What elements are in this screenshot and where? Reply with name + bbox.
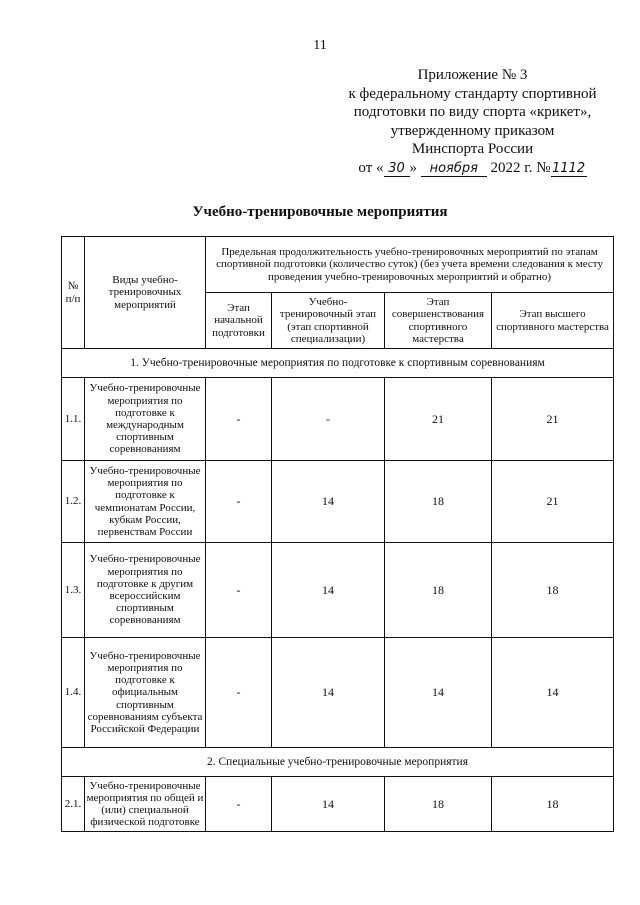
appendix-block: [330, 66, 615, 177]
events-table: [61, 236, 614, 832]
row-num: 2.1.: [62, 777, 85, 832]
section-row: [62, 349, 614, 378]
handwritten-month: ноября: [421, 162, 487, 177]
row-value-stage1: -: [206, 543, 272, 638]
appendix-line: утвержденному приказом: [390, 122, 555, 139]
row-value-stage2: 14: [272, 461, 385, 543]
row-value-stage3: 18: [385, 543, 492, 638]
row-value-stage4: 18: [492, 777, 614, 832]
document-title: Учебно-тренировочные мероприятия: [192, 204, 448, 220]
order-date-line: [330, 159, 615, 178]
page-number: 11: [313, 38, 327, 53]
row-value-stage4: 18: [492, 543, 614, 638]
header-row: [62, 237, 614, 293]
row-value-stage4: 21: [492, 378, 614, 461]
header-stage-initial: Этап начальной подготовки: [206, 293, 272, 349]
row-num: 1.2.: [62, 461, 85, 543]
date-prefix: от «: [358, 159, 384, 176]
row-value-stage3: 18: [385, 777, 492, 832]
table-row: [62, 777, 614, 832]
handwritten-order-number: 1112: [552, 160, 586, 176]
appendix-line: подготовки по виду спорта «крикет»,: [353, 104, 592, 120]
date-mid: »: [409, 159, 418, 176]
table-row: [62, 543, 614, 638]
section-2-heading: 2. Специальные учебно-тренировочные мероприятия: [62, 748, 614, 777]
section-1-heading: 1. Учебно-тренировочные мероприятия по подготовке к спортивным соревнованиям: [62, 349, 614, 378]
row-value-stage1: -: [206, 378, 272, 461]
header-num: № п/п: [62, 237, 85, 349]
header-duration-group: Предельная продолжительность учебно-тренировочных мероприятий по этапам спортивной подготовки (количество суток) (без учета времени следования к месту проведения учебно-тренировочных мероприятий и обратно): [206, 237, 614, 293]
row-name: Учебно-тренировочные мероприятия по подготовке к международным спортивным соревнованиям: [85, 378, 206, 461]
row-value-stage3: 14: [385, 638, 492, 748]
row-value-stage2: 14: [272, 777, 385, 832]
table-row: [62, 378, 614, 461]
header-stage-higher: Этап высшего спортивного мастерства: [492, 293, 614, 349]
row-value-stage2: 14: [272, 543, 385, 638]
appendix-line: Приложение № 3: [417, 67, 528, 83]
table-row: [62, 461, 614, 543]
row-name: Учебно-тренировочные мероприятия по общей и (или) специальной физической подготовке: [85, 777, 206, 832]
row-name: Учебно-тренировочные мероприятия по подготовке к другим всероссийским спортивным соревнованиям: [85, 543, 206, 638]
header-stage-training: Учебно-тренировочный этап (этап спортивной специализации): [272, 293, 385, 349]
handwritten-day: 30: [384, 162, 410, 177]
row-value-stage1: -: [206, 461, 272, 543]
table-row: [62, 638, 614, 748]
row-num: 1.1.: [62, 378, 85, 461]
appendix-line: Минспорта России: [411, 141, 534, 157]
appendix-line: к федеральному стандарту спортивной: [348, 85, 597, 102]
date-year: 2022 г. №: [490, 159, 551, 176]
row-value-stage2: 14: [272, 638, 385, 748]
header-stage-improvement: Этап совершенствования спортивного мастерства: [385, 293, 492, 349]
row-value-stage3: 18: [385, 461, 492, 543]
row-value-stage2: -: [272, 378, 385, 461]
row-name: Учебно-тренировочные мероприятия по подготовке к официальным спортивным соревнованиям субъекта Российской Федерации: [85, 638, 206, 748]
row-value-stage4: 14: [492, 638, 614, 748]
row-name: Учебно-тренировочные мероприятия по подготовке к чемпионатам России, кубкам России, первенствам России: [85, 461, 206, 543]
row-value-stage1: -: [206, 777, 272, 832]
row-value-stage3: 21: [385, 378, 492, 461]
header-types: Виды учебно-тренировочных мероприятий: [85, 237, 206, 349]
row-num: 1.4.: [62, 638, 85, 748]
row-value-stage4: 21: [492, 461, 614, 543]
row-num: 1.3.: [62, 543, 85, 638]
row-value-stage1: -: [206, 638, 272, 748]
section-row: [62, 748, 614, 777]
